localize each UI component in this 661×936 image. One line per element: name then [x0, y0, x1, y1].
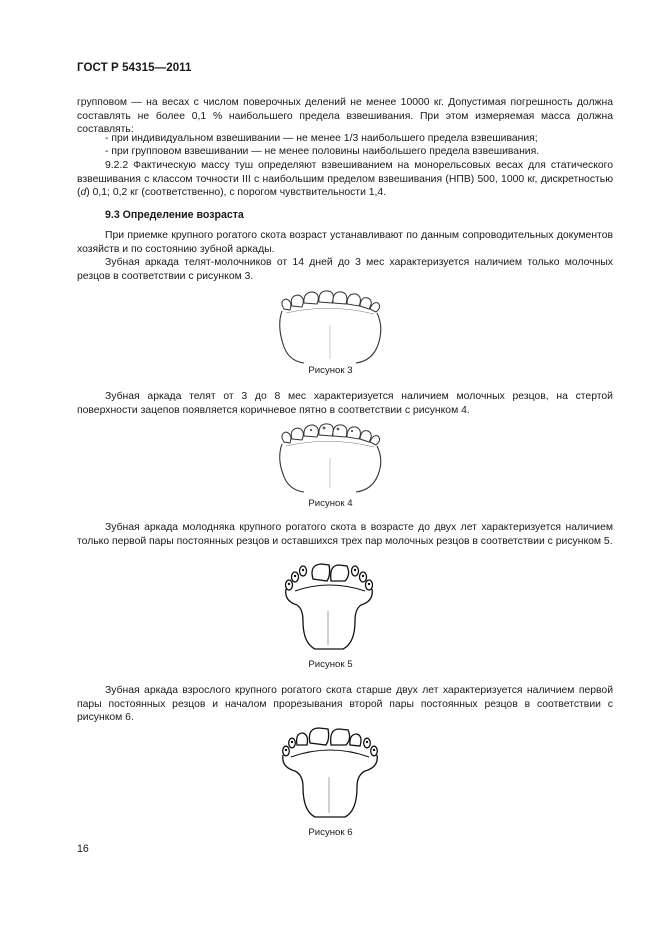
paragraph-fig3-text: Зубная аркада телят-молочников от 14 дней до 3 мес характеризуется наличием только молочных резцов в соответствии с рисунком 3.: [77, 257, 613, 282]
figure-5-caption: Рисунок 5: [308, 659, 353, 670]
paragraph-fig5-text: Зубная аркада молодняка крупного рогатого скота в возрасте до двух лет характеризуется наличием только первой пары постоянных резцов и оставшихся трех пар молочных резцов в соответствии с рисунком 5.: [77, 522, 613, 547]
variable-d: d: [80, 187, 87, 198]
paragraph-age-determination: При приемке крупного рогатого скота возраст устанавливают по данным сопроводительных документов хозяйств и по состоянию зубной аркады.: [77, 230, 613, 255]
figure-4-teeth-arcade: [0, 422, 661, 494]
figure-3-caption: Рисунок 3: [308, 365, 353, 376]
figure-6-teeth-arcade: [0, 725, 661, 821]
document-header: ГОСТ Р 54315—2011: [77, 62, 192, 74]
figure-5-teeth-arcade: [0, 561, 661, 653]
bullet-individual-weighing: - при индивидуальном взвешивании — не менее 1/3 наибольшего предела взвешивания;: [105, 133, 538, 144]
paragraph-weighing-group: групповом — на весах с числом поверочных делений не менее 10000 кг. Допустимая погрешность должна составлять не более 0,1 % наибольшего предела взвешивания. При этом измеряемая масса должна составлять:: [77, 97, 613, 135]
figure-5-drawing: [281, 561, 381, 653]
bullet-group-weighing: - при групповом взвешивании — не менее половины наибольшего предела взвешивания.: [105, 146, 540, 157]
paragraph-fig6-text: Зубная аркада взрослого крупного рогатого скота старше двух лет характеризуется наличием первой пары постоянных резцов и началом прорезывания второй пары постоянных резцов в соответствии с рисунком 6.: [77, 685, 613, 723]
paragraph-fig4-text: Зубная аркада телят от 3 до 8 мес характеризуется наличием молочных резцов, на стертой поверхности зацепов появляется коричневое пятно в соответствии с рисунком 4.: [77, 391, 613, 416]
figure-6-drawing: [279, 725, 383, 821]
paragraph-9-2-2: 9.2.2 Фактическую массу туш определяют взвешиванием на монорельсовых весах для статического взвешивания с классом точности III с наибольшим пределом взвешивания (НПВ) 500, 1000 кг, дискретностью (d) 0,1; 0,2 кг (соответственно), с порогом чувствительности 1,4.: [77, 160, 613, 198]
figure-4-caption: Рисунок 4: [308, 498, 353, 509]
figure-4-drawing: [276, 422, 386, 494]
figure-6-caption: Рисунок 6: [308, 827, 353, 838]
figure-3-teeth-arcade: [0, 289, 661, 365]
section-title-9-3: 9.3 Определение возраста: [105, 209, 244, 221]
page-number: 16: [77, 843, 89, 855]
figure-3-drawing: [276, 289, 386, 365]
